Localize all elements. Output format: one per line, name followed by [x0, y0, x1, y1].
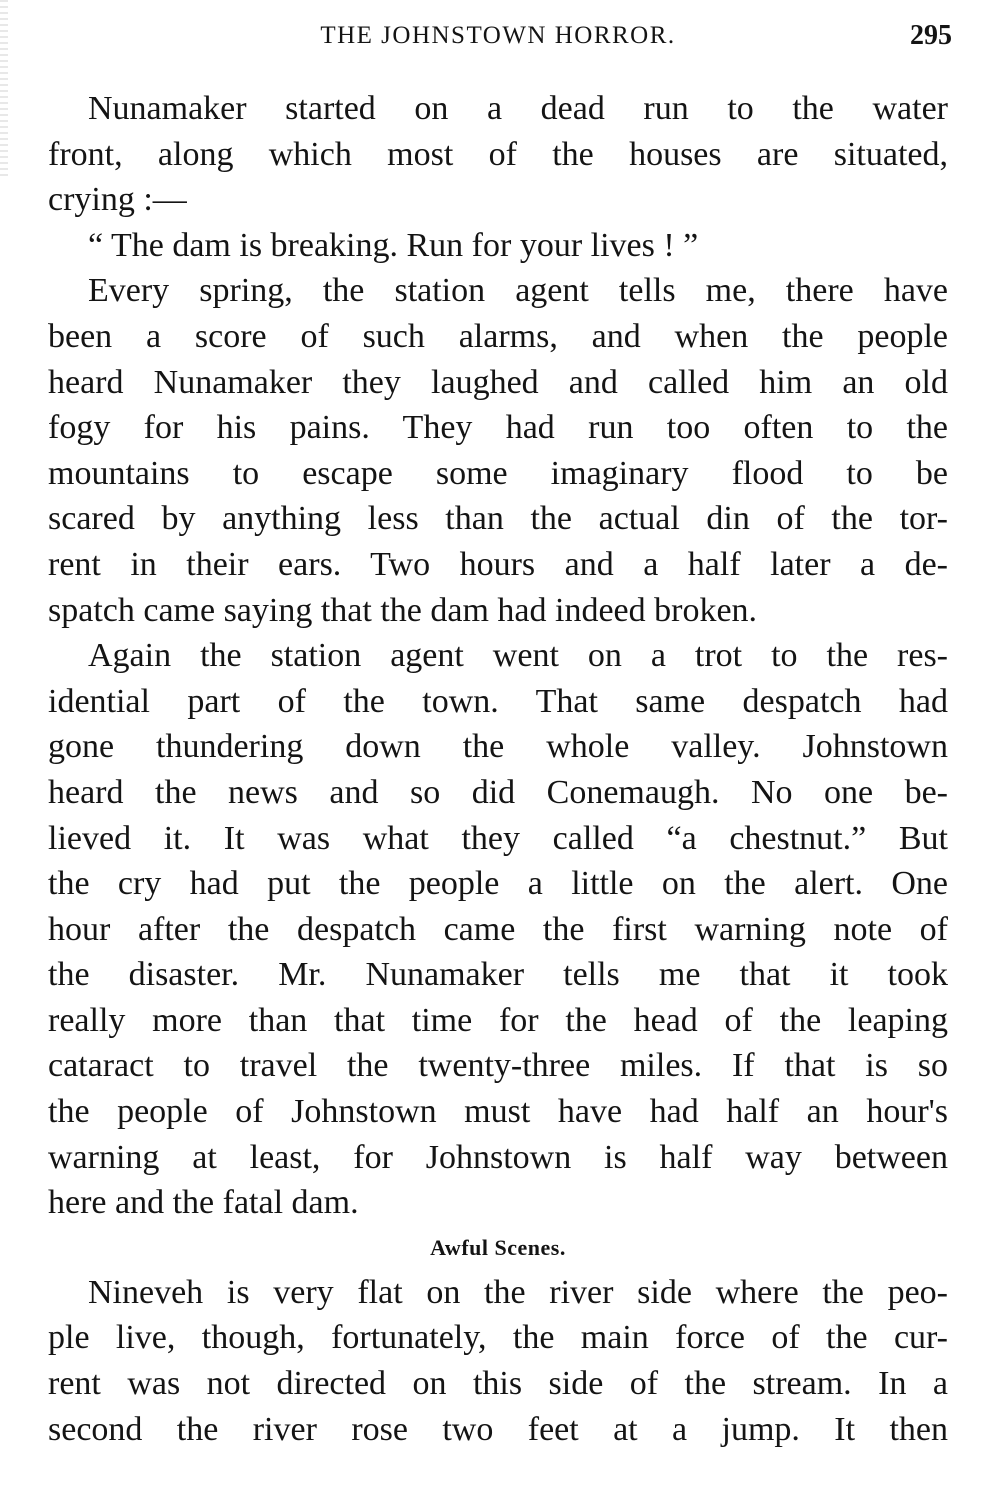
text-line: warning at least, for Johnstown is half way between [48, 1138, 948, 1176]
text-line: fogy for his pains. They had run too often to the [48, 409, 948, 447]
text-line: “ The dam is breaking. Run for your lives ! ” [88, 226, 699, 264]
text-line: cataract to travel the twenty-three miles. If that is so [48, 1047, 948, 1085]
text-line: been a score of such alarms, and when the people [48, 317, 948, 355]
text-line: second the river rose two feet at a jump. It then [48, 1410, 948, 1448]
text-line: Every spring, the station agent tells me, there have [88, 272, 948, 310]
page-number: 295 [910, 20, 952, 51]
running-title: THE JOHNSTOWN HORROR. [320, 22, 676, 49]
running-head [48, 20, 952, 60]
text-line: scared by anything less than the actual din of the tor- [48, 500, 948, 538]
text-line: rent was not directed on this side of the stream. In a [48, 1365, 948, 1403]
text-line: the people of Johnstown must have had half an hour's [48, 1093, 948, 1131]
text-line: front, along which most of the houses are situated, [48, 135, 948, 173]
text-line: hour after the despatch came the first warning note of [48, 910, 948, 948]
text-line: Nineveh is very flat on the river side where the peo- [88, 1273, 948, 1311]
text-line: Again the station agent went on a trot to the res- [88, 637, 948, 675]
text-line: spatch came saying that the dam had indeed broken. [48, 591, 758, 629]
text-line: rent in their ears. Two hours and a half later a de- [48, 545, 948, 583]
text-line: lieved it. It was what they called “a chestnut.” But [48, 819, 948, 857]
scan-edge-mark [0, 0, 8, 180]
section-heading: Awful Scenes. [430, 1234, 566, 1260]
text-line: mountains to escape some imaginary flood to be [48, 454, 948, 492]
text-line: heard the news and so did Conemaugh. No one be- [48, 773, 948, 811]
text-line: Nunamaker started on a dead run to the water [88, 90, 948, 127]
text-line: crying :— [48, 181, 187, 219]
text-line: ple live, though, fortunately, the main force of the cur- [48, 1319, 948, 1357]
text-line: the disaster. Mr. Nunamaker tells me that it took [48, 956, 948, 994]
text-line: really more than that time for the head of the leaping [48, 1001, 948, 1039]
text-line: here and the fatal dam. [48, 1184, 359, 1222]
text-line: idential part of the town. That same despatch had [48, 682, 948, 720]
text-line: heard Nunamaker they laughed and called him an old [48, 363, 948, 401]
text-line: gone thundering down the whole valley. Johnstown [48, 728, 948, 766]
body-text [48, 86, 948, 1452]
text-line: the cry had put the people a little on the alert. One [48, 865, 948, 903]
